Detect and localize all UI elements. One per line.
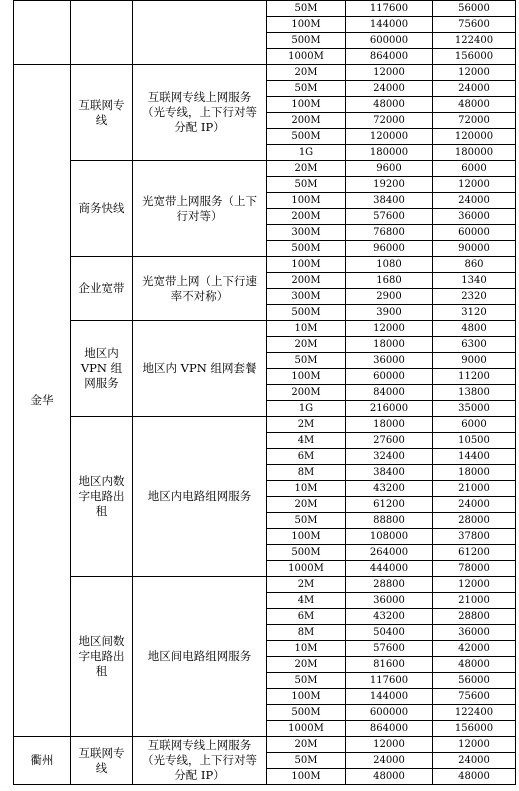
speed-cell: 8M <box>267 625 346 641</box>
price-cell: 24000 <box>346 753 433 769</box>
category-cell: 互联网专线 <box>71 65 133 161</box>
speed-cell: 50M <box>267 753 346 769</box>
speed-cell: 50M <box>267 513 346 529</box>
category-cell: 企业宽带 <box>71 257 133 321</box>
price-cell: 2320 <box>433 289 516 305</box>
price-cell: 43200 <box>346 609 433 625</box>
price-cell: 9600 <box>346 161 433 177</box>
table-row <box>14 257 516 273</box>
price-cell: 1340 <box>433 273 516 289</box>
speed-cell: 8M <box>267 465 346 481</box>
price-cell: 122400 <box>433 33 516 49</box>
price-cell: 144000 <box>346 17 433 33</box>
speed-cell: 20M <box>267 337 346 353</box>
category-cell: 商务快线 <box>71 161 133 257</box>
price-cell: 84000 <box>346 385 433 401</box>
price-cell: 48000 <box>433 657 516 673</box>
table-row <box>14 577 516 593</box>
price-cell: 21000 <box>433 593 516 609</box>
price-cell: 1680 <box>346 273 433 289</box>
price-cell: 122400 <box>433 705 516 721</box>
price-cell: 180000 <box>346 145 433 161</box>
price-cell: 12000 <box>433 737 516 753</box>
price-cell: 860 <box>433 257 516 273</box>
speed-cell: 50M <box>267 1 346 17</box>
price-cell: 24000 <box>433 193 516 209</box>
speed-cell: 1000M <box>267 49 346 65</box>
price-cell: 9000 <box>433 353 516 369</box>
price-cell: 3900 <box>346 305 433 321</box>
price-cell: 12000 <box>433 177 516 193</box>
speed-cell: 200M <box>267 209 346 225</box>
price-cell: 36000 <box>346 593 433 609</box>
price-cell: 117600 <box>346 673 433 689</box>
speed-cell: 200M <box>267 385 346 401</box>
price-cell: 90000 <box>433 241 516 257</box>
speed-cell: 4M <box>267 593 346 609</box>
price-cell: 12000 <box>346 321 433 337</box>
price-cell: 108000 <box>346 529 433 545</box>
speed-cell: 20M <box>267 65 346 81</box>
category-cell: 地区内 VPN 组网服务 <box>71 321 133 417</box>
price-cell: 4800 <box>433 321 516 337</box>
price-cell: 56000 <box>433 673 516 689</box>
price-cell: 600000 <box>346 33 433 49</box>
price-cell: 57600 <box>346 641 433 657</box>
table-row <box>14 161 516 177</box>
price-cell: 1080 <box>346 257 433 273</box>
speed-cell: 20M <box>267 737 346 753</box>
price-cell: 75600 <box>433 689 516 705</box>
speed-cell: 10M <box>267 481 346 497</box>
price-cell: 72000 <box>433 113 516 129</box>
price-cell: 48000 <box>346 769 433 785</box>
price-cell: 61200 <box>346 497 433 513</box>
speed-cell: 50M <box>267 177 346 193</box>
region-cell <box>14 1 71 65</box>
table-row <box>14 1 516 17</box>
speed-cell: 100M <box>267 689 346 705</box>
category-cell: 地区间数字电路出租 <box>71 577 133 737</box>
price-cell: 6000 <box>433 161 516 177</box>
table-row <box>14 737 516 753</box>
price-cell: 24000 <box>433 753 516 769</box>
price-cell: 144000 <box>346 689 433 705</box>
price-cell: 12000 <box>346 737 433 753</box>
price-cell: 76800 <box>346 225 433 241</box>
table-row <box>14 321 516 337</box>
description-cell: 地区间电路组网服务 <box>133 577 267 737</box>
speed-cell: 500M <box>267 241 346 257</box>
price-cell: 444000 <box>346 561 433 577</box>
price-cell: 48000 <box>433 97 516 113</box>
price-cell: 120000 <box>346 129 433 145</box>
price-cell: 14400 <box>433 449 516 465</box>
speed-cell: 100M <box>267 529 346 545</box>
speed-cell: 500M <box>267 545 346 561</box>
description-cell: 地区内电路组网服务 <box>133 417 267 577</box>
price-cell: 264000 <box>346 545 433 561</box>
price-cell: 78000 <box>433 561 516 577</box>
speed-cell: 10M <box>267 321 346 337</box>
price-cell: 36000 <box>433 209 516 225</box>
description-cell <box>133 1 267 65</box>
price-table <box>13 0 516 785</box>
speed-cell: 10M <box>267 641 346 657</box>
price-cell: 60000 <box>433 225 516 241</box>
price-cell: 216000 <box>346 401 433 417</box>
price-cell: 156000 <box>433 721 516 737</box>
price-cell: 48000 <box>346 97 433 113</box>
description-cell: 互联网专线上网服务（光专线，上下行对等分配 IP） <box>133 65 267 161</box>
price-cell: 32400 <box>346 449 433 465</box>
price-cell: 18000 <box>346 337 433 353</box>
speed-cell: 300M <box>267 225 346 241</box>
price-cell: 43200 <box>346 481 433 497</box>
price-cell: 28000 <box>433 513 516 529</box>
price-cell: 19200 <box>346 177 433 193</box>
speed-cell: 50M <box>267 81 346 97</box>
speed-cell: 1000M <box>267 561 346 577</box>
price-cell: 2900 <box>346 289 433 305</box>
price-cell: 75600 <box>433 17 516 33</box>
price-cell: 12000 <box>433 577 516 593</box>
speed-cell: 50M <box>267 673 346 689</box>
price-cell: 96000 <box>346 241 433 257</box>
price-cell: 10500 <box>433 433 516 449</box>
speed-cell: 20M <box>267 161 346 177</box>
price-cell: 50400 <box>346 625 433 641</box>
category-cell: 地区内数字电路出租 <box>71 417 133 577</box>
price-cell: 6300 <box>433 337 516 353</box>
price-cell: 864000 <box>346 721 433 737</box>
speed-cell: 6M <box>267 609 346 625</box>
speed-cell: 50M <box>267 353 346 369</box>
speed-cell: 500M <box>267 705 346 721</box>
price-cell: 600000 <box>346 705 433 721</box>
price-cell: 27600 <box>346 433 433 449</box>
category-cell: 互联网专线 <box>71 737 133 785</box>
speed-cell: 1G <box>267 401 346 417</box>
speed-cell: 100M <box>267 257 346 273</box>
table-row <box>14 417 516 433</box>
price-cell: 3120 <box>433 305 516 321</box>
price-cell: 156000 <box>433 49 516 65</box>
price-cell: 18000 <box>346 417 433 433</box>
price-cell: 28800 <box>346 577 433 593</box>
region-cell: 衢州 <box>14 737 71 785</box>
price-cell: 12000 <box>346 65 433 81</box>
price-cell: 28800 <box>433 609 516 625</box>
speed-cell: 100M <box>267 369 346 385</box>
price-cell: 12000 <box>433 65 516 81</box>
price-cell: 24000 <box>346 81 433 97</box>
speed-cell: 100M <box>267 97 346 113</box>
price-cell: 48000 <box>433 769 516 785</box>
speed-cell: 100M <box>267 193 346 209</box>
speed-cell: 200M <box>267 113 346 129</box>
table-row <box>14 65 516 81</box>
price-cell: 180000 <box>433 145 516 161</box>
price-cell: 42000 <box>433 641 516 657</box>
description-cell: 光宽带上网（上下行速率不对称） <box>133 257 267 321</box>
price-cell: 13800 <box>433 385 516 401</box>
speed-cell: 4M <box>267 433 346 449</box>
speed-cell: 6M <box>267 449 346 465</box>
price-cell: 18000 <box>433 465 516 481</box>
price-cell: 6000 <box>433 417 516 433</box>
price-cell: 88800 <box>346 513 433 529</box>
price-cell: 38400 <box>346 193 433 209</box>
price-cell: 56000 <box>433 1 516 17</box>
price-cell: 24000 <box>433 497 516 513</box>
speed-cell: 2M <box>267 417 346 433</box>
price-cell: 57600 <box>346 209 433 225</box>
price-cell: 21000 <box>433 481 516 497</box>
price-cell: 81600 <box>346 657 433 673</box>
speed-cell: 500M <box>267 33 346 49</box>
speed-cell: 300M <box>267 289 346 305</box>
description-cell: 互联网专线上网服务（光专线，上下行对等分配 IP） <box>133 737 267 785</box>
description-cell: 光宽带上网服务（上下行对等） <box>133 161 267 257</box>
speed-cell: 500M <box>267 305 346 321</box>
price-cell: 60000 <box>346 369 433 385</box>
price-cell: 37800 <box>433 529 516 545</box>
price-cell: 864000 <box>346 49 433 65</box>
price-cell: 38400 <box>346 465 433 481</box>
price-table-body <box>14 1 516 785</box>
price-cell: 35000 <box>433 401 516 417</box>
speed-cell: 1G <box>267 145 346 161</box>
price-cell: 120000 <box>433 129 516 145</box>
description-cell: 地区内 VPN 组网套餐 <box>133 321 267 417</box>
speed-cell: 20M <box>267 657 346 673</box>
speed-cell: 500M <box>267 129 346 145</box>
price-cell: 36000 <box>433 625 516 641</box>
price-cell: 24000 <box>433 81 516 97</box>
price-cell: 117600 <box>346 1 433 17</box>
speed-cell: 20M <box>267 497 346 513</box>
speed-cell: 100M <box>267 17 346 33</box>
speed-cell: 1000M <box>267 721 346 737</box>
price-cell: 61200 <box>433 545 516 561</box>
price-cell: 36000 <box>346 353 433 369</box>
price-cell: 11200 <box>433 369 516 385</box>
speed-cell: 100M <box>267 769 346 785</box>
category-cell <box>71 1 133 65</box>
speed-cell: 2M <box>267 577 346 593</box>
price-cell: 72000 <box>346 113 433 129</box>
speed-cell: 200M <box>267 273 346 289</box>
region-cell: 金华 <box>14 65 71 737</box>
